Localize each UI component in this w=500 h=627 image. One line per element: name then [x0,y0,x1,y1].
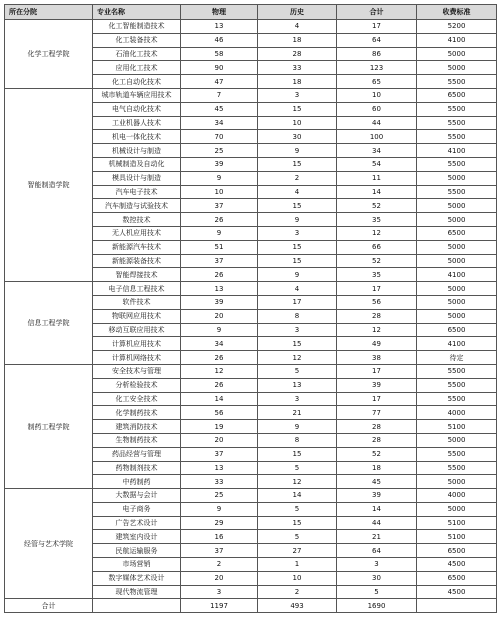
fee-standard: 6500 [417,571,497,585]
total-sum: 1690 [337,599,417,613]
major-name: 模具设计与制造 [93,171,181,185]
major-name: 机械制造及自动化 [93,157,181,171]
major-name: 应用化工技术 [93,61,181,75]
total-count: 5 [337,585,417,599]
physics-count: 45 [181,102,258,116]
total-count: 17 [337,364,417,378]
total-count: 34 [337,144,417,158]
physics-count: 26 [181,351,258,365]
total-count: 123 [337,61,417,75]
physics-count: 26 [181,268,258,282]
physics-count: 34 [181,116,258,130]
physics-count: 13 [181,461,258,475]
total-count: 65 [337,75,417,89]
physics-count: 34 [181,337,258,351]
history-count: 28 [258,47,337,61]
total-count: 21 [337,530,417,544]
fee-standard: 5500 [417,378,497,392]
fee-standard: 5000 [417,295,497,309]
total-count: 14 [337,185,417,199]
fee-standard: 4100 [417,144,497,158]
physics-count: 33 [181,475,258,489]
history-count: 15 [258,199,337,213]
major-name: 数控技术 [93,213,181,227]
major-name: 广告艺术设计 [93,516,181,530]
total-count: 66 [337,240,417,254]
fee-standard: 5000 [417,309,497,323]
history-count: 8 [258,309,337,323]
fee-standard: 5000 [417,61,497,75]
physics-count: 20 [181,433,258,447]
major-name: 物联网应用技术 [93,309,181,323]
total-count: 10 [337,88,417,102]
total-count: 3 [337,558,417,572]
fee-standard: 4100 [417,33,497,47]
physics-count: 25 [181,489,258,503]
physics-count: 39 [181,295,258,309]
table-row [5,489,497,503]
major-name: 分析检验技术 [93,378,181,392]
history-count: 30 [258,130,337,144]
history-count: 4 [258,20,337,34]
physics-count: 3 [181,585,258,599]
major-name: 机械设计与制造 [93,144,181,158]
major-name: 民航运输服务 [93,544,181,558]
college-name: 智能制造学院 [5,88,93,281]
major-name: 化工智能制造技术 [93,20,181,34]
major-name: 化学制药技术 [93,406,181,420]
total-count: 44 [337,516,417,530]
total-count: 64 [337,544,417,558]
college-name: 经管与艺术学院 [5,489,93,599]
fee-standard: 5000 [417,502,497,516]
total-count: 52 [337,254,417,268]
enrollment-table [4,4,497,613]
physics-count: 37 [181,447,258,461]
table-row [5,20,497,34]
history-count: 15 [258,240,337,254]
total-count: 35 [337,268,417,282]
total-count: 12 [337,226,417,240]
total-count: 28 [337,420,417,434]
fee-standard: 5000 [417,433,497,447]
total-count: 28 [337,309,417,323]
major-name: 新能源装备技术 [93,254,181,268]
physics-count: 7 [181,88,258,102]
major-name: 智能焊接技术 [93,268,181,282]
history-count: 33 [258,61,337,75]
physics-count: 90 [181,61,258,75]
major-name: 新能源汽车技术 [93,240,181,254]
history-count: 3 [258,88,337,102]
table-row [5,88,497,102]
major-name: 大数据与会计 [93,489,181,503]
major-name: 市场营销 [93,558,181,572]
fee-standard: 5100 [417,420,497,434]
physics-count: 37 [181,254,258,268]
fee-standard: 5500 [417,461,497,475]
history-count: 17 [258,295,337,309]
college-name: 制药工程学院 [5,364,93,488]
physics-count: 37 [181,199,258,213]
history-count: 2 [258,171,337,185]
total-row [5,599,497,613]
major-name: 无人机应用技术 [93,226,181,240]
fee-standard: 5000 [417,254,497,268]
history-count: 15 [258,102,337,116]
history-count: 8 [258,433,337,447]
major-name: 生物制药技术 [93,433,181,447]
major-name: 数字媒体艺术设计 [93,571,181,585]
major-name: 化工自动化技术 [93,75,181,89]
table-row [5,282,497,296]
total-count: 60 [337,102,417,116]
fee-standard: 5500 [417,130,497,144]
fee-standard: 5500 [417,157,497,171]
header-college: 所在分院 [5,5,93,20]
physics-count: 9 [181,171,258,185]
total-count: 17 [337,392,417,406]
physics-count: 58 [181,47,258,61]
fee-standard: 6500 [417,544,497,558]
fee-standard: 5200 [417,20,497,34]
header-row [5,5,497,20]
fee-standard: 5000 [417,171,497,185]
total-count: 86 [337,47,417,61]
total-count: 30 [337,571,417,585]
fee-standard: 5500 [417,75,497,89]
physics-count: 13 [181,282,258,296]
total-count: 100 [337,130,417,144]
fee-standard: 5100 [417,530,497,544]
fee-standard: 5000 [417,47,497,61]
fee-standard: 5500 [417,102,497,116]
total-history: 493 [258,599,337,613]
physics-count: 16 [181,530,258,544]
history-count: 3 [258,392,337,406]
major-name: 移动互联应用技术 [93,323,181,337]
total-count: 45 [337,475,417,489]
major-name: 软件技术 [93,295,181,309]
history-count: 15 [258,337,337,351]
history-count: 15 [258,447,337,461]
fee-standard: 4500 [417,585,497,599]
history-count: 12 [258,475,337,489]
history-count: 15 [258,254,337,268]
physics-count: 70 [181,130,258,144]
fee-standard: 5000 [417,282,497,296]
history-count: 4 [258,282,337,296]
physics-count: 10 [181,185,258,199]
physics-count: 19 [181,420,258,434]
table-row [5,364,497,378]
history-count: 3 [258,323,337,337]
physics-count: 51 [181,240,258,254]
history-count: 18 [258,75,337,89]
header-history: 历史 [258,5,337,20]
history-count: 3 [258,226,337,240]
total-fee [417,599,497,613]
history-count: 5 [258,461,337,475]
history-count: 4 [258,185,337,199]
physics-count: 39 [181,157,258,171]
physics-count: 26 [181,213,258,227]
fee-standard: 4000 [417,489,497,503]
header-total: 合计 [337,5,417,20]
major-name: 化工装备技术 [93,33,181,47]
header-major: 专业名称 [93,5,181,20]
fee-standard: 4100 [417,268,497,282]
history-count: 10 [258,116,337,130]
major-name: 药物制剂技术 [93,461,181,475]
physics-count: 29 [181,516,258,530]
physics-count: 9 [181,226,258,240]
major-name: 计算机应用技术 [93,337,181,351]
history-count: 14 [258,489,337,503]
fee-standard: 5500 [417,116,497,130]
table-body [5,20,497,613]
total-count: 39 [337,378,417,392]
history-count: 5 [258,502,337,516]
history-count: 12 [258,351,337,365]
history-count: 15 [258,516,337,530]
fee-standard: 4100 [417,337,497,351]
total-count: 44 [337,116,417,130]
fee-standard: 待定 [417,351,497,365]
history-count: 13 [258,378,337,392]
physics-count: 9 [181,323,258,337]
fee-standard: 6500 [417,226,497,240]
physics-count: 2 [181,558,258,572]
total-count: 56 [337,295,417,309]
major-name: 建筑消防技术 [93,420,181,434]
history-count: 21 [258,406,337,420]
total-count: 35 [337,213,417,227]
major-name: 石油化工技术 [93,47,181,61]
fee-standard: 5000 [417,240,497,254]
history-count: 9 [258,268,337,282]
total-count: 12 [337,323,417,337]
history-count: 9 [258,213,337,227]
total-count: 49 [337,337,417,351]
major-name: 电子信息工程技术 [93,282,181,296]
major-name: 中药制药 [93,475,181,489]
history-count: 27 [258,544,337,558]
history-count: 15 [258,157,337,171]
history-count: 5 [258,530,337,544]
total-count: 52 [337,447,417,461]
fee-standard: 6500 [417,88,497,102]
fee-standard: 6500 [417,323,497,337]
total-count: 64 [337,33,417,47]
physics-count: 20 [181,309,258,323]
physics-count: 14 [181,392,258,406]
history-count: 10 [258,571,337,585]
physics-count: 47 [181,75,258,89]
fee-standard: 5000 [417,213,497,227]
major-name: 机电一体化技术 [93,130,181,144]
history-count: 18 [258,33,337,47]
fee-standard: 5500 [417,392,497,406]
major-name: 工业机器人技术 [93,116,181,130]
total-count: 77 [337,406,417,420]
total-count: 17 [337,282,417,296]
major-name: 汽车电子技术 [93,185,181,199]
total-count: 39 [337,489,417,503]
physics-count: 26 [181,378,258,392]
major-name: 电子商务 [93,502,181,516]
major-name: 建筑室内设计 [93,530,181,544]
physics-count: 12 [181,364,258,378]
college-name: 化学工程学院 [5,20,93,89]
history-count: 1 [258,558,337,572]
fee-standard: 5500 [417,364,497,378]
history-count: 5 [258,364,337,378]
major-name: 计算机网络技术 [93,351,181,365]
total-count: 17 [337,20,417,34]
fee-standard: 5000 [417,475,497,489]
major-name: 汽车制造与试验技术 [93,199,181,213]
fee-standard: 5500 [417,447,497,461]
total-physics: 1197 [181,599,258,613]
fee-standard: 4000 [417,406,497,420]
header-physics: 物理 [181,5,258,20]
physics-count: 37 [181,544,258,558]
major-name: 电气自动化技术 [93,102,181,116]
history-count: 2 [258,585,337,599]
major-name: 药品经营与管理 [93,447,181,461]
physics-count: 13 [181,20,258,34]
fee-standard: 4500 [417,558,497,572]
physics-count: 9 [181,502,258,516]
history-count: 9 [258,420,337,434]
total-count: 18 [337,461,417,475]
total-count: 28 [337,433,417,447]
major-name: 安全技术与管理 [93,364,181,378]
total-count: 52 [337,199,417,213]
total-count: 14 [337,502,417,516]
fee-standard: 5000 [417,199,497,213]
physics-count: 25 [181,144,258,158]
physics-count: 20 [181,571,258,585]
college-name: 信息工程学院 [5,282,93,365]
history-count: 9 [258,144,337,158]
major-name: 现代物流管理 [93,585,181,599]
physics-count: 56 [181,406,258,420]
physics-count: 46 [181,33,258,47]
total-count: 54 [337,157,417,171]
total-empty-cell [93,599,181,613]
major-name: 化工安全技术 [93,392,181,406]
major-name: 城市轨道车辆应用技术 [93,88,181,102]
header-fee: 收费标准 [417,5,497,20]
fee-standard: 5500 [417,185,497,199]
fee-standard: 5100 [417,516,497,530]
total-label: 合计 [5,599,93,613]
total-count: 11 [337,171,417,185]
total-count: 38 [337,351,417,365]
